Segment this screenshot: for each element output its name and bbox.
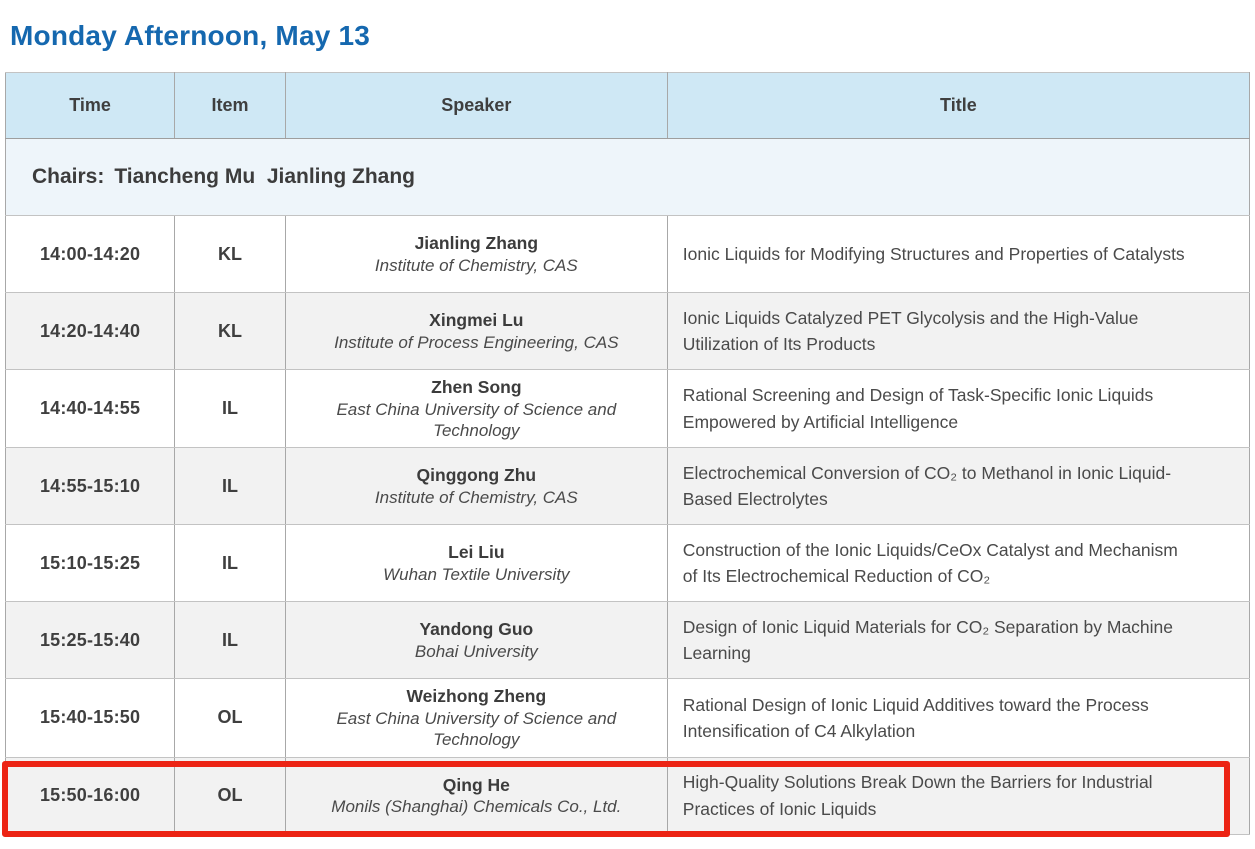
time-cell: 15:40-15:50 xyxy=(6,679,175,757)
speaker-cell xyxy=(285,602,667,679)
chairs-row xyxy=(6,139,1250,216)
speaker-affiliation: Bohai University xyxy=(414,642,538,661)
time-cell: 15:50-16:00 xyxy=(6,757,175,834)
page-title: Monday Afternoon, May 13 xyxy=(10,20,371,51)
speaker-affiliation: Monils (Shanghai) Chemicals Co., Ltd. xyxy=(331,797,622,817)
speaker-name: Yandong Guo xyxy=(419,619,534,640)
schedule-table-body xyxy=(6,139,1250,835)
talk-title-cell: Electrochemical Conversion of CO₂ to Methanol in Ionic Liquid-Based Electrolytes xyxy=(667,448,1249,525)
session-row xyxy=(6,293,1250,370)
chairs-cell xyxy=(6,139,1250,216)
speaker-cell xyxy=(285,757,667,834)
speaker-affiliation: Institute of Process Engineering, CAS xyxy=(334,332,619,352)
session-row xyxy=(6,679,1250,757)
speaker-name: Qinggong Zhu xyxy=(416,465,537,486)
time-cell: 15:25-15:40 xyxy=(6,602,175,679)
speaker-name: Qing He xyxy=(442,774,510,795)
item-cell: IL xyxy=(175,448,286,525)
session-row xyxy=(6,602,1250,679)
speaker-affiliation: Wuhan Textile University xyxy=(383,565,570,584)
item-cell: IL xyxy=(175,602,286,679)
chairs-names: Tiancheng Mu Jianling Zhang xyxy=(114,165,415,188)
speaker-cell xyxy=(285,216,667,293)
speaker-name: Xingmei Lu xyxy=(429,310,524,330)
item-cell: OL xyxy=(175,679,286,757)
speaker-affiliation: East China University of Science and Technology xyxy=(336,709,617,750)
speaker-name: Jianling Zhang xyxy=(414,233,539,253)
session-row xyxy=(6,216,1250,293)
talk-title-cell: Rational Design of Ionic Liquid Additives toward the Process Intensification of C4 Alkylation xyxy=(667,679,1249,757)
time-cell: 14:55-15:10 xyxy=(6,448,175,525)
chairs-label: Chairs: xyxy=(32,165,105,188)
speaker-affiliation: Institute of Chemistry, CAS xyxy=(374,255,578,275)
session-row-highlighted xyxy=(6,757,1250,834)
talk-title-cell: Rational Screening and Design of Task-Specific Ionic Liquids Empowered by Artificial Intelligence xyxy=(667,370,1249,448)
speaker-affiliation: East China University of Science and Technology xyxy=(336,399,617,440)
session-row xyxy=(6,448,1250,525)
speaker-cell xyxy=(285,448,667,525)
talk-title-cell: Construction of the Ionic Liquids/CeOx Catalyst and Mechanism of Its Electrochemical Reduction of CO₂ xyxy=(667,525,1249,602)
speaker-cell xyxy=(285,679,667,757)
schedule-table xyxy=(5,72,1250,835)
speaker-affiliation: Institute of Chemistry, CAS xyxy=(374,488,578,507)
item-cell: IL xyxy=(175,525,286,602)
time-cell: 15:10-15:25 xyxy=(6,525,175,602)
column-header-time: Time xyxy=(6,73,175,139)
schedule-table-wrap xyxy=(5,72,1250,835)
talk-title-cell: Ionic Liquids Catalyzed PET Glycolysis and the High-Value Utilization of Its Products xyxy=(667,293,1249,370)
time-cell: 14:00-14:20 xyxy=(6,216,175,293)
time-cell: 14:40-14:55 xyxy=(6,370,175,448)
column-header-speaker: Speaker xyxy=(285,73,667,139)
column-header-title: Title xyxy=(667,73,1249,139)
header-row xyxy=(6,73,1250,139)
speaker-cell xyxy=(285,370,667,448)
speaker-name: Zhen Song xyxy=(431,377,522,397)
item-cell: IL xyxy=(175,370,286,448)
speaker-cell xyxy=(285,525,667,602)
time-cell: 14:20-14:40 xyxy=(6,293,175,370)
session-row xyxy=(6,525,1250,602)
speaker-cell xyxy=(285,293,667,370)
talk-title-cell: Ionic Liquids for Modifying Structures and Properties of Catalysts xyxy=(667,216,1249,293)
speaker-name: Weizhong Zheng xyxy=(406,686,547,707)
speaker-name: Lei Liu xyxy=(448,542,505,563)
item-cell: OL xyxy=(175,757,286,834)
talk-title-cell: High-Quality Solutions Break Down the Barriers for Industrial Practices of Ionic Liquids xyxy=(667,757,1249,834)
talk-title-cell: Design of Ionic Liquid Materials for CO₂ Separation by Machine Learning xyxy=(667,602,1249,679)
item-cell: KL xyxy=(175,293,286,370)
item-cell: KL xyxy=(175,216,286,293)
column-header-item: Item xyxy=(175,73,286,139)
session-row xyxy=(6,370,1250,448)
